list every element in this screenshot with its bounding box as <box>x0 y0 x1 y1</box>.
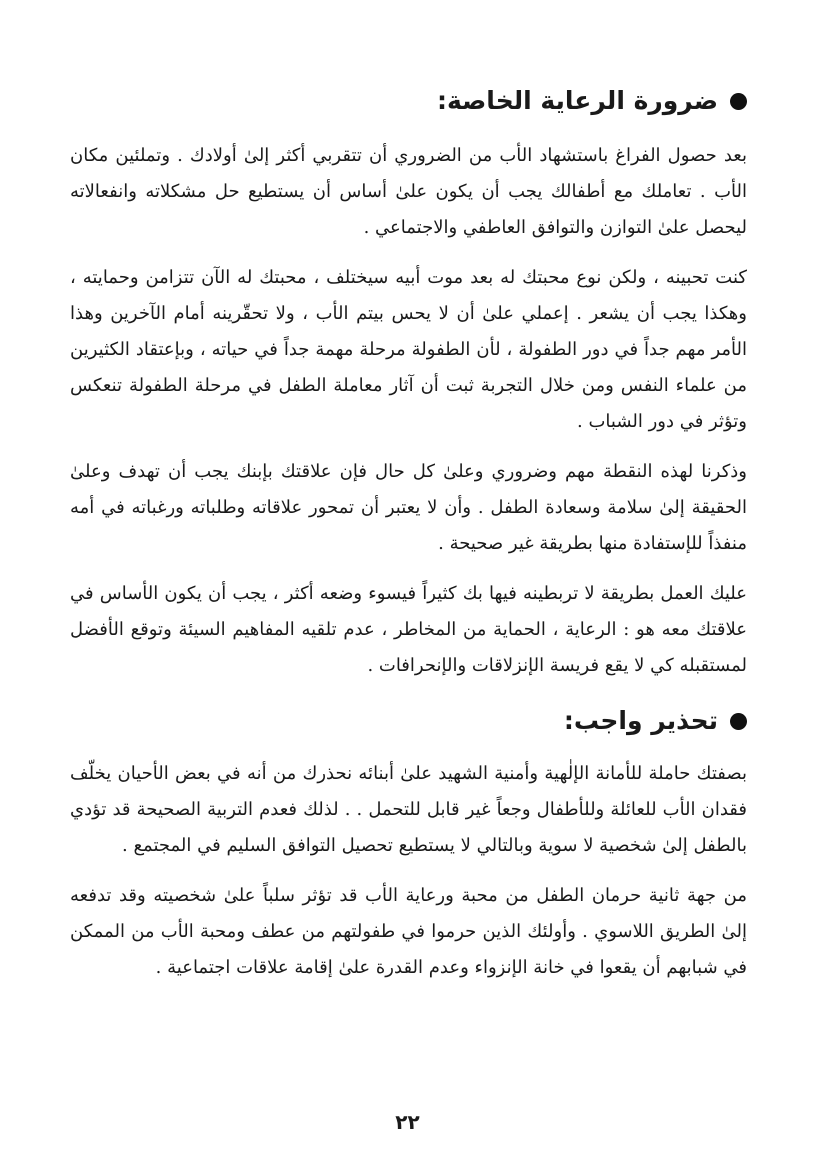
page-number: ٢٢ <box>395 1110 420 1134</box>
section-heading-warning <box>70 692 747 750</box>
paragraph: بصفتك حاملة للأمانة الإلٰهية وأمنية الشهيد علىٰ أبنائه نحذرك من أنه في بعض الأحيان يخلّف فقدان الأب للعائلة وللأطفال وجعاً غير قابل للتحمل . . لذلك فعدم التربية الصحيحة قد تؤدي بالطفل إلىٰ شخصية لا سوية وبالتالي لا يستطيع تحصيل التوافق السليم في المجتمع . <box>70 763 747 856</box>
section-heading-text: تحذير واجب: <box>563 706 718 735</box>
paragraph: وذكرنا لهذه النقطة مهم وضروري وعلىٰ كل حال فإن علاقتك بإبنك يجب أن تهدف وعلىٰ الحقيقة إلىٰ سلامة وسعادة الطفل . وأن لا يعتبر أن تمحور علاقاته وطلباته ورغباته في أمه منفذاً للإستفادة منها بطريقة غير صحيحة . <box>70 461 748 554</box>
bullet-icon <box>730 713 747 730</box>
document-page <box>70 70 747 986</box>
section-heading-special-care <box>70 72 747 130</box>
paragraph: من جهة ثانية حرمان الطفل من محبة ورعاية الأب قد تؤثر سلباً علىٰ شخصيته وقد تدفعه إلىٰ الطريق اللاسوي . وأولئك الذين حرموا في طفولتهم من عطف ومحبة الأب من الممكن في شبابهم أن يقعوا في خانة الإنزواء وعدم القدرة علىٰ إقامة علاقات اجتماعية . <box>70 885 747 978</box>
paragraph: بعد حصول الفراغ باستشهاد الأب من الضروري أن تتقربي أكثر إلىٰ أولادك . وتملئين مكان الأب . تعاملك مع أطفالك يجب أن يكون علىٰ أساس أن يستطيع حل مشكلاته وانفعالاته ليحصل علىٰ التوازن والتوافق العاطفي والاجتماعي . <box>70 145 747 238</box>
paragraph: كنت تحبينه ، ولكن نوع محبتك له بعد موت أبيه سيختلف ، محبتك له الآن تتزامن وحمايته ، وهكذا يجب أن يشعر . إعملي علىٰ أن لا يحس بيتم الأب ، ولا تحقّرينه أمام الآخرين وهذا الأمر مهم جداً في دور الطفولة ، لأن الطفولة مرحلة مهمة جداً في حياته ، وبإعتقاد الكثيرين من علماء النفس ومن خلال التجربة ثبت أن آثار معاملة الطفل في مرحلة الطفولة تنعكس وتؤثر في دور الشباب . <box>70 267 747 432</box>
section-heading-text: ضرورة الرعاية الخاصة: <box>436 86 718 115</box>
paragraph: عليك العمل بطريقة لا تربطينه فيها بك كثيراً فيسوء وضعه أكثر ، يجب أن يكون الأساس في علاقتك معه هو : الرعاية ، الحماية من المخاطر ، عدم تلقيه المفاهيم السيئة وتوقع الأفضل لمستقبله كي لا يقع فريسة الإنزلاقات والإنحرافات . <box>70 583 747 676</box>
bullet-icon <box>730 93 747 110</box>
